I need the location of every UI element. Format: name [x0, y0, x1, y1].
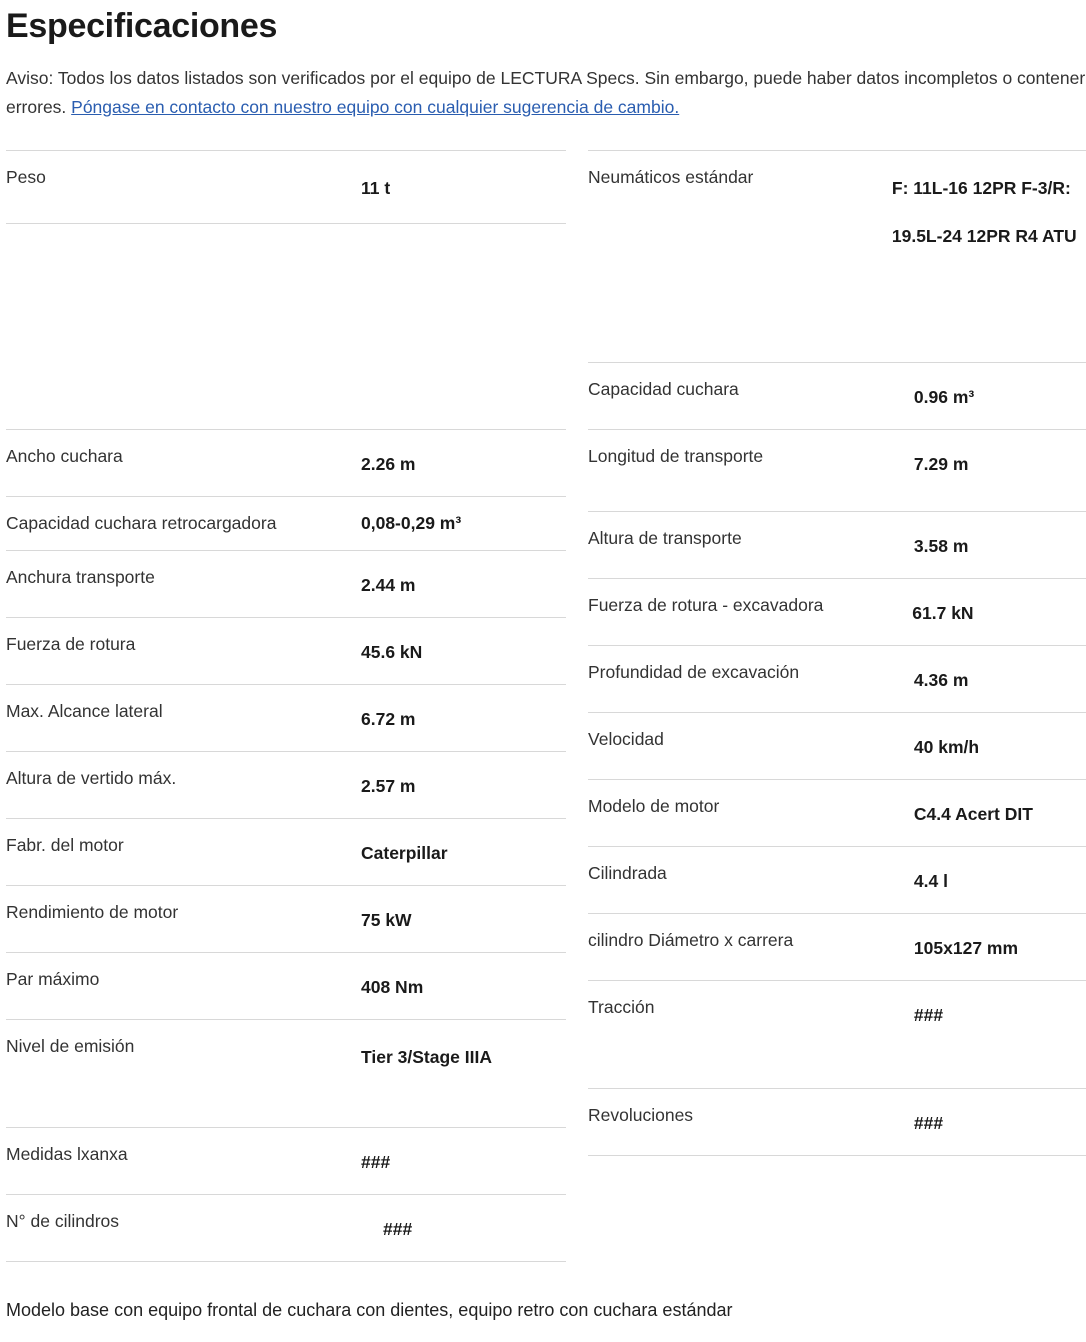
spec-label: Tracción	[588, 997, 655, 1017]
spec-value: 3.58 m	[913, 536, 969, 556]
spec-label: Max. Alcance lateral	[6, 701, 163, 721]
spec-value: 7.29 m	[913, 454, 969, 474]
spec-value: ###	[913, 1005, 944, 1025]
spec-value: 6.72 m	[361, 709, 416, 729]
spec-value: 61.7 kN	[912, 603, 974, 623]
spec-label: Rendimiento de motor	[6, 902, 179, 922]
spec-label: Medidas lxanxa	[6, 1144, 128, 1164]
spec-row	[6, 429, 566, 496]
spec-row	[6, 885, 566, 952]
spec-row	[588, 779, 1086, 846]
spec-value: 0,08-0,29 m³	[361, 513, 462, 533]
spec-value: 105x127 mm	[913, 938, 1019, 958]
spec-row	[6, 818, 566, 885]
spec-label: Nivel de emisión	[6, 1036, 135, 1056]
spec-label: Altura de vertido máx.	[6, 768, 177, 788]
spec-value: C4.4 Acert DIT	[913, 804, 1033, 824]
spec-value: 75 kW	[361, 910, 412, 930]
spec-label: N° de cilindros	[6, 1211, 120, 1231]
spec-label: Altura de transporte	[588, 528, 742, 548]
specifications-page	[0, 6, 1086, 1324]
spec-row	[6, 684, 566, 751]
spec-value: 4.4 l	[913, 871, 948, 891]
spec-row	[588, 980, 1086, 1088]
spec-value: 40 km/h	[913, 737, 980, 757]
spec-label: Cilindrada	[588, 863, 667, 883]
spec-value: ###	[361, 1152, 391, 1172]
spec-label: Par máximo	[6, 969, 100, 989]
spec-value: ###	[383, 1219, 413, 1239]
spec-label: Velocidad	[588, 729, 664, 749]
spec-row	[588, 362, 1086, 429]
spec-row	[588, 429, 1086, 511]
spec-label: Neumáticos estándar	[588, 167, 754, 187]
spec-value: 2.44 m	[361, 575, 416, 595]
spec-row	[6, 150, 566, 223]
specs-column-right	[588, 150, 1086, 1156]
spec-row	[6, 617, 566, 684]
spec-value: 11 t	[361, 178, 391, 198]
spec-row	[588, 913, 1086, 980]
spec-row	[588, 578, 1086, 645]
spec-row	[588, 150, 1086, 362]
spec-label: cilindro Diámetro x carrera	[588, 930, 794, 950]
spec-row	[588, 712, 1086, 779]
spec-row	[588, 1088, 1086, 1156]
spec-row	[6, 1127, 566, 1194]
spec-label: Fuerza de rotura	[6, 634, 136, 654]
spec-label: Modelo de motor	[588, 796, 720, 816]
contact-team-link[interactable]: Póngase en contacto con nuestro equipo con cualquier sugerencia de cambio.	[71, 97, 680, 117]
spec-label: Fabr. del motor	[6, 835, 124, 855]
spec-row	[588, 846, 1086, 913]
spec-row	[6, 751, 566, 818]
spec-value: 2.57 m	[361, 776, 416, 796]
spec-label: Profundidad de excavación	[588, 662, 800, 682]
spec-label: Capacidad cuchara retrocargadora	[6, 513, 277, 533]
page-title: Especificaciones	[6, 7, 278, 45]
spec-row	[6, 496, 566, 550]
spec-label: Ancho cuchara	[6, 446, 123, 466]
base-model-note: Modelo base con equipo frontal de cuchara con dientes, equipo retro con cuchara estándar	[6, 1300, 733, 1320]
spec-value: 2.26 m	[361, 454, 416, 474]
spec-value: 0.96 m³	[913, 387, 975, 407]
spec-label: Revoluciones	[588, 1105, 694, 1125]
spec-row-spacer	[6, 223, 566, 429]
data-notice	[6, 64, 1086, 122]
spec-row	[588, 511, 1086, 578]
spec-row	[588, 645, 1086, 712]
spec-label: Longitud de transporte	[588, 446, 764, 466]
spec-value: Caterpillar	[361, 843, 448, 863]
spec-label: Capacidad cuchara	[588, 379, 739, 399]
specs-column-left	[6, 150, 566, 1262]
spec-value: ###	[913, 1113, 944, 1133]
spec-label: Fuerza de rotura - excavadora	[588, 595, 824, 615]
specs-table	[6, 150, 1086, 1262]
spec-label: Anchura transporte	[6, 567, 155, 587]
spec-value: F: 11L-16 12PR F-3/R: 19.5L-24 12PR R4 ATU	[891, 178, 1077, 246]
spec-row	[6, 1194, 566, 1262]
spec-value: Tier 3/Stage IIIA	[361, 1047, 492, 1067]
spec-row	[6, 952, 566, 1019]
spec-value: 408 Nm	[361, 977, 424, 997]
spec-value: 4.36 m	[913, 670, 969, 690]
notice-text: Aviso: Todos los datos listados son verificados por el equipo de LECTURA Specs. Sin embargo, puede haber datos incompletos o contener errores.	[6, 68, 1086, 117]
spec-row	[6, 1019, 566, 1127]
spec-label: Peso	[6, 167, 46, 187]
spec-row	[6, 550, 566, 617]
spec-value: 45.6 kN	[361, 642, 423, 662]
